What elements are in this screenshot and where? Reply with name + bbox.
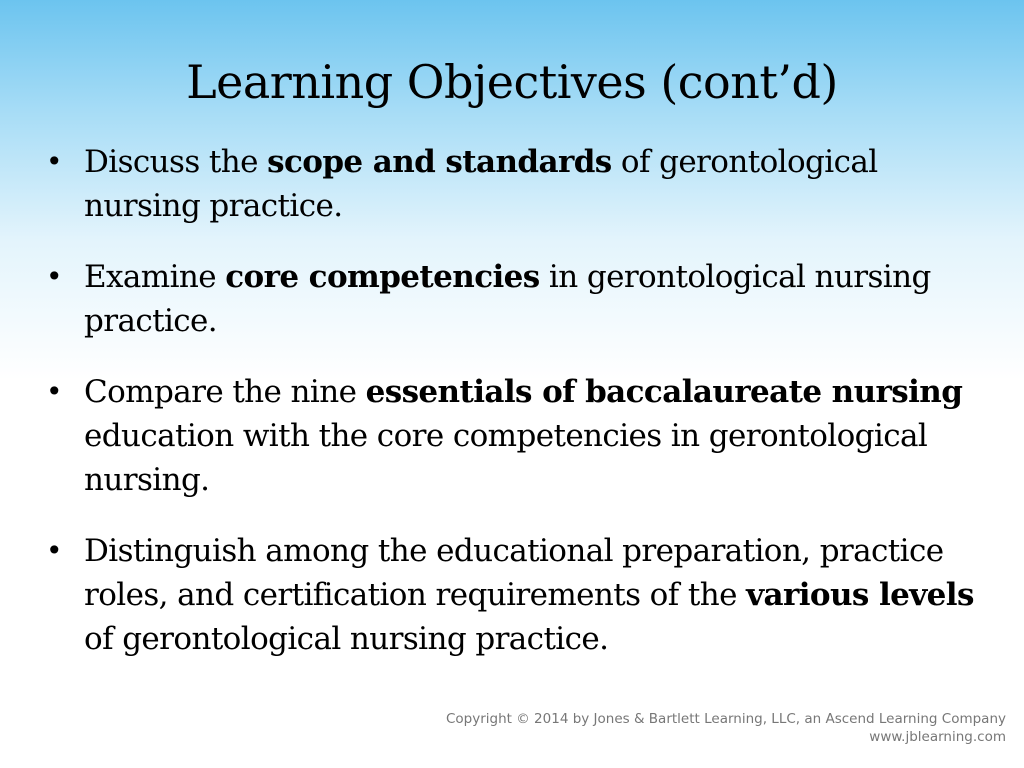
bullet-item bbox=[44, 140, 994, 228]
bullet-text: Distinguish among the educational preparation, practice roles, and certification requirements of the bbox=[84, 533, 944, 613]
bullet-item bbox=[44, 255, 994, 343]
bullet-emphasis: core competencies bbox=[225, 259, 540, 295]
bullet-text: of gerontological nursing practice. bbox=[84, 621, 609, 657]
bullet-text: Discuss the bbox=[84, 144, 268, 180]
copyright-footer bbox=[446, 710, 1006, 746]
bullet-text: of gerontological nursing practice. bbox=[84, 144, 878, 224]
bullet-text: in gerontological nursing practice. bbox=[84, 259, 931, 339]
bullet-emphasis: various levels bbox=[746, 577, 974, 613]
bullet-dot-icon: • bbox=[46, 260, 62, 293]
publisher-url: www.jblearning.com bbox=[869, 729, 1006, 745]
bullet-item bbox=[44, 370, 994, 502]
bullet-dot-icon: • bbox=[46, 145, 62, 178]
bullet-text: Compare the nine bbox=[84, 374, 366, 410]
bullet-dot-icon: • bbox=[46, 534, 62, 567]
objectives-bullet-list bbox=[44, 140, 994, 688]
bullet-emphasis: essentials of baccalaureate nursing bbox=[365, 374, 963, 410]
bullet-text: Examine bbox=[84, 259, 226, 295]
bullet-item bbox=[44, 529, 994, 661]
bullet-emphasis: scope and standards bbox=[267, 144, 612, 180]
copyright-text: Copyright © 2014 by Jones & Bartlett Learning, LLC, an Ascend Learning Company bbox=[446, 711, 1006, 727]
bullet-dot-icon: • bbox=[46, 375, 62, 408]
bullet-text: education with the core competencies in gerontological nursing. bbox=[84, 418, 928, 498]
slide-title: Learning Objectives (cont’d) bbox=[186, 55, 838, 109]
